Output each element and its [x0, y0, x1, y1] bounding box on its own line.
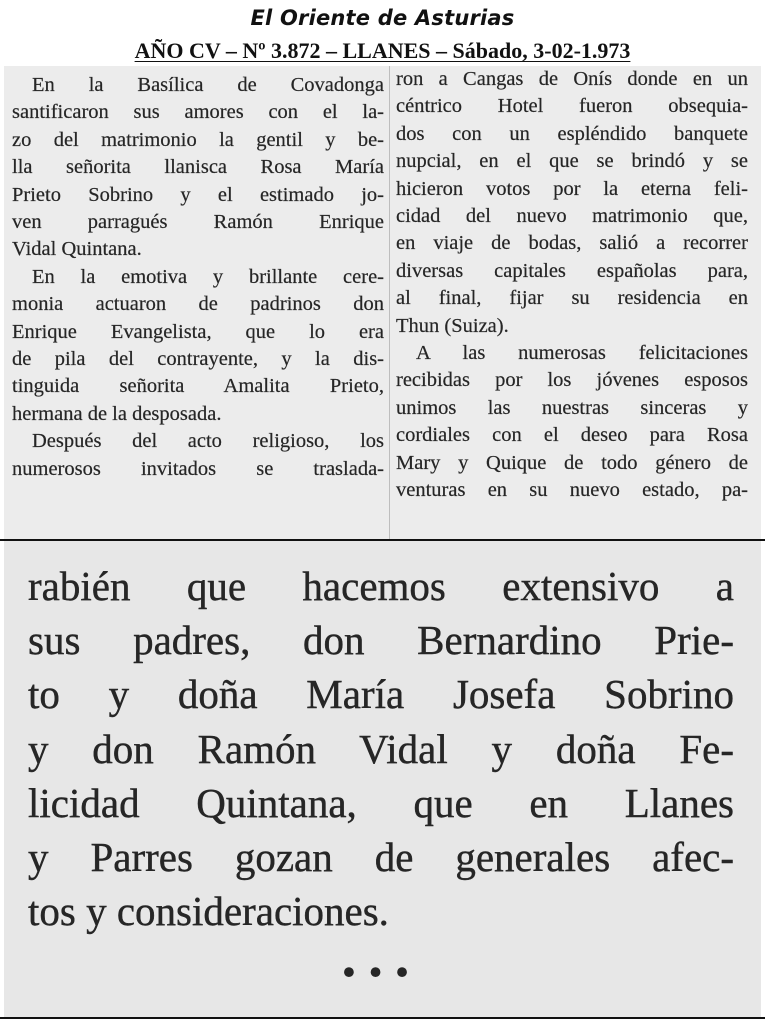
end-ellipsis: •••	[342, 952, 423, 992]
text-line: ron a Cangas de Onís donde en un	[396, 68, 748, 90]
text-line: Enrique Evangelista, que lo era	[12, 320, 384, 343]
text-line: monia actuaron de padrinos don	[12, 293, 384, 316]
text-line: diversas capitales españolas para,	[396, 259, 748, 282]
text-line: nupcial, en el que se brindó y se	[396, 150, 748, 173]
text-line: En la Basílica de Covadonga	[32, 74, 384, 96]
issue-line-text: AÑO CV – Nº 3.872 – LLANES – Sábado, 3-02-1.973	[134, 38, 631, 63]
text-line: rabién que hacemos extensivo a	[28, 563, 734, 609]
text-line: al final, fijar su residencia en	[396, 287, 748, 310]
text-line: En la emotiva y brillante cere-	[32, 265, 384, 288]
text-line: y don Ramón Vidal y doña Fe-	[28, 725, 734, 772]
text-line: to y doña María Josefa Sobrino	[28, 671, 734, 718]
text-line: sus padres, don Bernardino Prie-	[28, 617, 734, 664]
text-line: Después del acto religioso, los	[32, 430, 384, 453]
text-line: Prieto Sobrino y el estimado jo-	[12, 183, 384, 206]
text-line: Mary y Quique de todo género de	[396, 451, 748, 474]
text-line: numerosos invitados se traslada-	[12, 457, 384, 480]
text-line: zo del matrimonio la gentil y be-	[12, 128, 384, 151]
clipping-top	[4, 66, 761, 540]
text-line: unimos las nuestras sinceras y	[396, 396, 748, 419]
clipping-bottom	[4, 541, 761, 1017]
text-line: ven parragués Ramón Enrique	[12, 211, 384, 234]
issue-line	[0, 38, 765, 64]
text-line: santificaron sus amores con el la-	[12, 101, 384, 124]
text-line: céntrico Hotel fueron obsequia-	[396, 95, 748, 118]
text-line: licidad Quintana, que en Llanes	[28, 779, 734, 826]
newspaper-masthead: El Oriente de Asturias	[250, 6, 515, 30]
bottom-rule	[0, 1017, 765, 1019]
enlarged-column	[28, 559, 734, 938]
column-divider	[389, 66, 390, 540]
text-line: tos y consideraciones.	[28, 888, 389, 935]
text-line: lla señorita llanisca Rosa María	[12, 156, 384, 179]
text-line: cordiales con el deseo para Rosa	[396, 424, 748, 447]
text-line: A las numerosas felicitaciones	[416, 342, 748, 365]
text-line: y Parres gozan de generales afec-	[28, 834, 734, 881]
left-column	[12, 72, 384, 483]
text-line: cidad del nuevo matrimonio que,	[396, 205, 748, 228]
text-line: tinguida señorita Amalita Prieto,	[12, 375, 384, 398]
text-line: recibidas por los jóvenes esposos	[396, 369, 748, 392]
text-line: en viaje de bodas, salió a recorrer	[396, 232, 748, 255]
text-line: dos con un espléndido banquete	[396, 122, 748, 145]
text-line: venturas en su nuevo estado, pa-	[396, 479, 748, 502]
text-line: hermana de la desposada.	[12, 402, 222, 425]
right-column	[396, 66, 748, 505]
text-line: de pila del contrayente, y la dis-	[12, 348, 384, 371]
text-line: Vidal Quintana.	[12, 238, 142, 261]
text-line: Thun (Suiza).	[396, 314, 509, 337]
text-line: hicieron votos por la eterna feli-	[396, 177, 748, 200]
